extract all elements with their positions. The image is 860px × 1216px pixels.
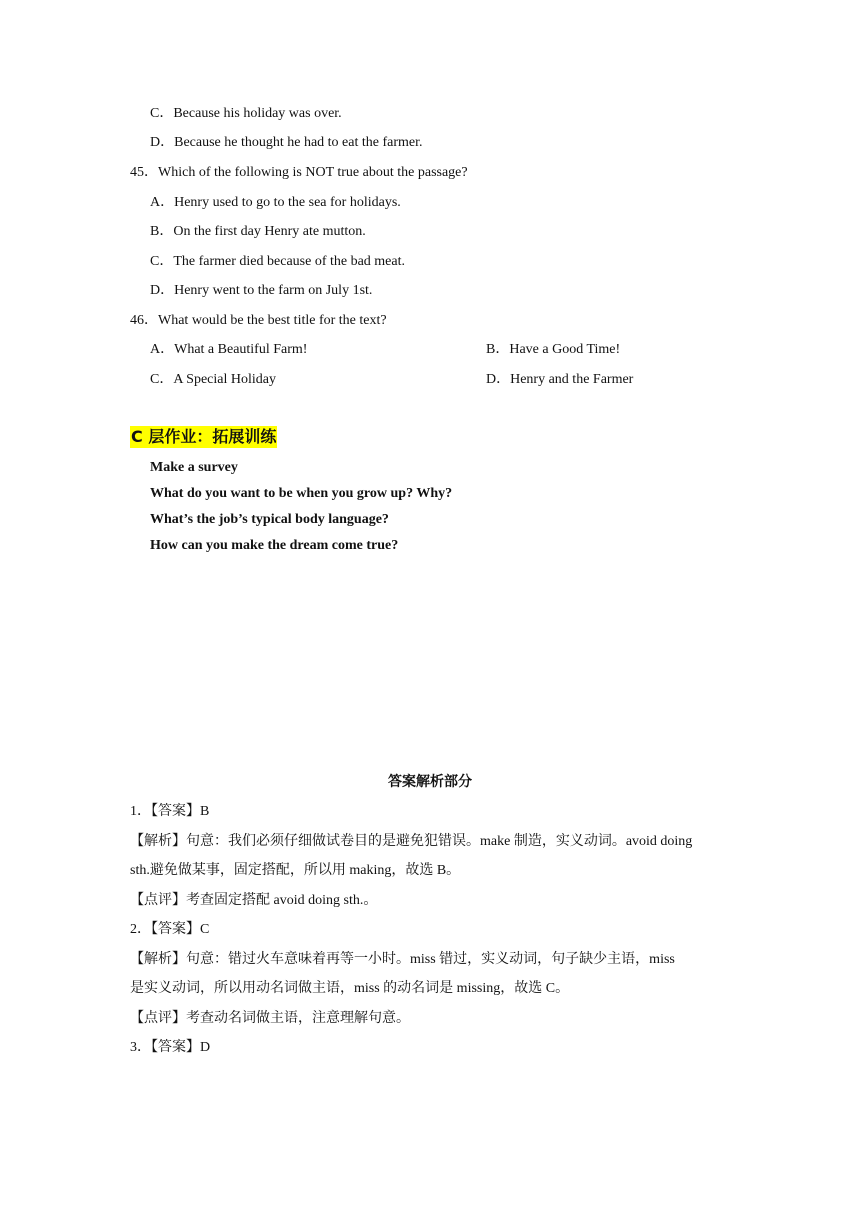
q44-option-c: C．Because his holiday was over. xyxy=(150,106,342,121)
q45-option-a: A．Henry used to go to the sea for holidays. xyxy=(150,195,401,210)
section-c-line: How can you make the dream come true? xyxy=(150,538,399,553)
answer-1-analysis: 【解析】句意：我们必须仔细做试卷目的是避免犯错误。make 制造，实义动词。avoid doing xyxy=(130,834,693,849)
answer-2: 2．【答案】C xyxy=(130,922,210,937)
q45-option-d: D．Henry went to the farm on July 1st. xyxy=(150,283,373,298)
section-c-heading: C 层作业：拓展训练 xyxy=(131,427,277,446)
answer-3: 3．【答案】D xyxy=(130,1040,211,1055)
answer-2-comment: 【点评】考查动名词做主语，注意理解句意。 xyxy=(130,1011,410,1026)
q46-option-d: D．Henry and the Farmer xyxy=(486,372,634,387)
q46-option-c: C．A Special Holiday xyxy=(150,372,276,387)
section-c-line: What do you want to be when you grow up? Why? xyxy=(150,486,453,501)
answer-2-analysis: 【解析】句意：错过火车意味着再等一小时。miss 错过，实义动词，句子缺少主语，miss xyxy=(130,952,675,967)
q45-option-b: B．On the first day Henry ate mutton. xyxy=(150,224,366,239)
q44-option-d: D．Because he thought he had to eat the farmer. xyxy=(150,135,423,150)
answers-title: 答案解析部分 xyxy=(388,775,472,790)
q46-question: 46．What would be the best title for the text? xyxy=(130,313,387,328)
answer-2-analysis-cont: 是实义动词，所以用动名词做主语，miss 的动名词是 missing，故选 C。 xyxy=(130,981,570,996)
answer-1-comment: 【点评】考查固定搭配 avoid doing sth.。 xyxy=(130,893,378,908)
answer-1-analysis-cont: sth.避免做某事，固定搭配，所以用 making，故选 B。 xyxy=(130,863,461,878)
q46-option-a: A．What a Beautiful Farm! xyxy=(150,342,308,357)
section-c-line: Make a survey xyxy=(150,460,238,475)
q45-option-c: C．The farmer died because of the bad meat. xyxy=(150,254,406,269)
q45-question: 45．Which of the following is NOT true about the passage? xyxy=(130,165,468,180)
section-c-line: What’s the job’s typical body language? xyxy=(150,512,389,527)
q46-option-b: B．Have a Good Time! xyxy=(486,342,621,357)
answer-1: 1．【答案】B xyxy=(130,804,210,819)
